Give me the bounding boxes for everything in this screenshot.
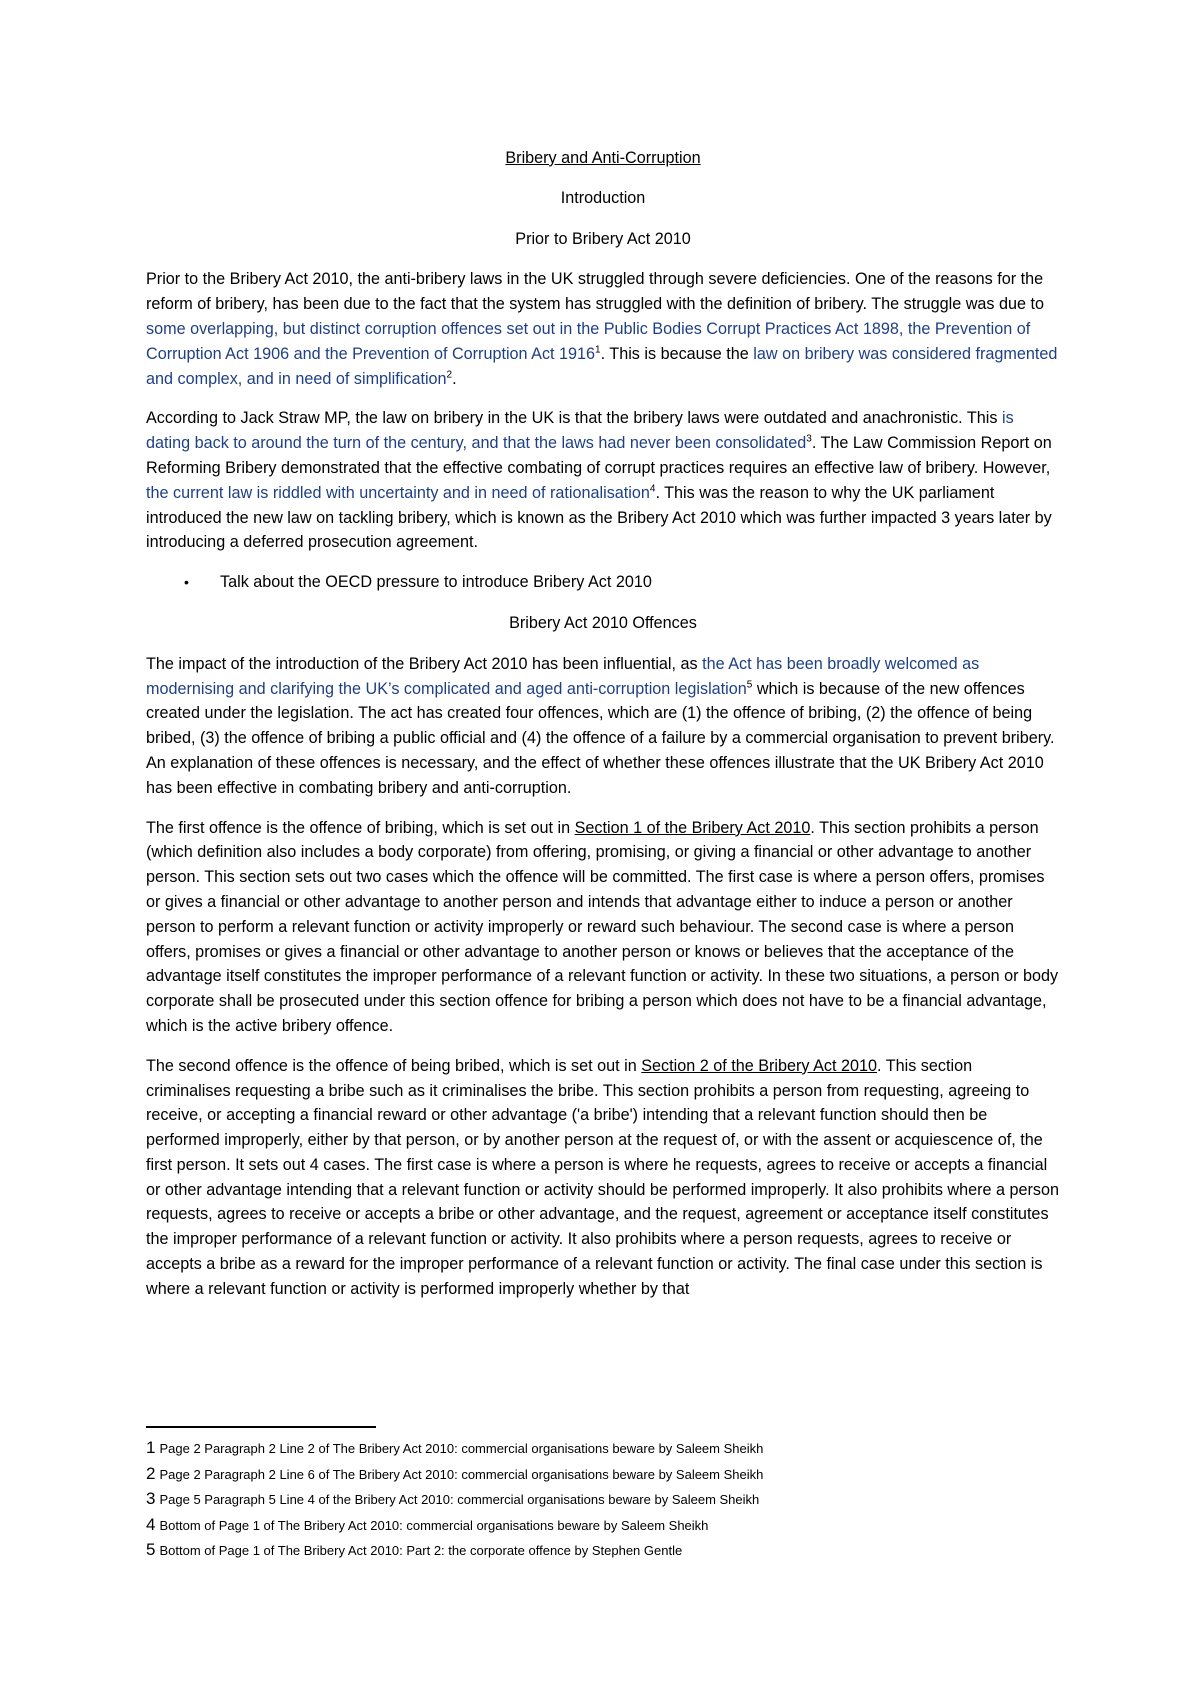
paragraph-text: . This was the reason to why the UK parliament introduced the new law on tackling bribery, which is known as the Bribery Act 2010 which was further impacted 3 years later by introducing a deferred prosecution agreement. xyxy=(146,483,1052,552)
footnote-separator xyxy=(146,1426,376,1428)
paragraph-text: which is because of the new offences created under the legislation. The act has created four offences, which are (1) the offence of bribing, (2) the offence of being bribed, (3) the offence of bribing a public official and (4) the offence of a failure by a commercial organisation to prevent bribery. An explanation of these offences is necessary, and the effect of whether these offences illustrate that the UK Bribery Act 2010 has been effective in combating bribery and anti-corruption. xyxy=(146,679,1055,797)
paragraph-text: The first offence is the offence of bribing, which is set out in xyxy=(146,818,575,837)
paragraph-jack-straw xyxy=(146,406,1060,555)
footnote-number: 5 xyxy=(146,1540,156,1559)
footnote-number: 4 xyxy=(146,1514,156,1534)
quoted-text: some overlapping, but distinct corruption offences set out in the Public Bodies Corrupt Practices Act 1898, the Prevention of Corruption Act 1906 and the Prevention of Corruption Act 1916 xyxy=(146,319,1031,363)
footnote-2 xyxy=(146,1462,1046,1488)
section-2-link[interactable]: Section 2 of the Bribery Act 2010 xyxy=(641,1056,878,1075)
footnote-ref[interactable]: 5 xyxy=(746,679,753,691)
paragraph-text: According to Jack Straw MP, the law on bribery in the UK is that the bribery laws were outdated and anachronistic. This xyxy=(146,409,1002,428)
footnote-text: Page 2 Paragraph 2 Line 2 of The Bribery Act 2010: commercial organisations beware by Saleem Sheikh xyxy=(159,1441,764,1456)
paragraph-text: The impact of the introduction of the Bribery Act 2010 has been influential, as xyxy=(146,654,703,673)
paragraph-text: . This section criminalises requesting a bribe such as it criminalises the bribe. This section prohibits a person from requesting, agreeing to receive, or accepting a financial reward or other advantage ('a bribe') intending that a relevant function should then be performed improperly, either by that person, or by another person at the request of, or with the assent or acquiescence of, the first person. It sets out 4 cases. The first case is where a person is where he requests, agrees to receive or accepts a financial or other advantage intending that a relevant function or activity should be performed improperly. It also prohibits where a person requests, agrees to receive or accepts a bribe or other advantage, and the request, agreement or acceptance itself constitutes the improper performance of a relevant function or activity. It also prohibits where a person requests, agrees to receive or accepts a bribe as a reward for the improper performance of a relevant function or activity. The final case under this section is where a relevant function or activity is performed improperly whether by that xyxy=(146,1056,1060,1298)
paragraph-impact xyxy=(146,652,1060,801)
footnote-3 xyxy=(146,1487,1046,1513)
footnote-number: 2 xyxy=(146,1463,156,1483)
quoted-text: is dating back to around the turn of the century, and that the laws had never been consolidated xyxy=(146,409,1014,453)
paragraph-text: . This section prohibits a person (which definition also includes a body corporate) from offering, promising, or giving a financial or other advantage to another person. This section sets out two cases which the offence will be committed. The first case is where a person offers, promises or gives a financial or other advantage to another person and intends that advantage either to induce a person or another person to perform a relevant function or activity improperly or reward such behaviour. The second case is where a person offers, promises or gives a financial or other advantage to another person or knows or believes that the acceptance of the advantage itself constitutes the improper performance of a relevant function or activity. In these two situations, a person or body corporate shall be prosecuted under this section offence for bribing a person which does not have to be a financial advantage, which is the active bribery offence. xyxy=(146,818,1059,1035)
footnote-text: Bottom of Page 1 of The Bribery Act 2010: commercial organisations beware by Saleem Sheikh xyxy=(159,1517,709,1533)
paragraph-text: . This is because the xyxy=(600,344,754,363)
footnote-ref[interactable]: 2 xyxy=(446,369,453,381)
quoted-text: the current law is riddled with uncertainty and in need of rationalisation xyxy=(146,483,650,502)
footnote-text: Bottom of Page 1 of The Bribery Act 2010: Part 2: the corporate offence by Stephen Gentle xyxy=(159,1543,683,1558)
paragraph-text: The second offence is the offence of being bribed, which is set out in xyxy=(146,1056,642,1075)
footnote-text: Page 5 Paragraph 5 Line 4 of the Bribery Act 2010: commercial organisations beware by Saleem Sheikh xyxy=(159,1492,760,1507)
footnote-4 xyxy=(146,1513,1046,1539)
paragraph-first-offence xyxy=(146,816,1060,1039)
paragraph-text: . The Law Commission Report on Reforming Bribery demonstrated that the effective combating of corrupt practices requires an effective law of bribery. However, xyxy=(146,434,1052,477)
section-1-link[interactable]: Section 1 of the Bribery Act 2010 xyxy=(574,818,811,837)
footnote-text: Page 2 Paragraph 2 Line 6 of The Bribery Act 2010: commercial organisations beware by Saleem Sheikh xyxy=(159,1466,764,1482)
heading-introduction: Introduction xyxy=(560,188,646,207)
paragraph-prior xyxy=(146,267,1060,391)
heading-prior-to-act: Prior to Bribery Act 2010 xyxy=(515,229,691,248)
footnote-ref[interactable]: 1 xyxy=(595,344,601,356)
footnote-5 xyxy=(146,1538,1046,1564)
footnote-ref[interactable]: 3 xyxy=(806,433,812,445)
footnote-number: 1 xyxy=(146,1438,156,1457)
footnote-number: 3 xyxy=(146,1489,156,1508)
bullet-item xyxy=(184,570,1060,595)
paragraph-second-offence xyxy=(146,1054,1060,1302)
footnote-ref[interactable]: 4 xyxy=(649,483,656,495)
footnote-1 xyxy=(146,1436,1046,1462)
paragraph-text: Prior to the Bribery Act 2010, the anti-bribery laws in the UK struggled through severe deficiencies. One of the reasons for the reform of bribery, has been due to the fact that the system has struggled with the definition of bribery. The struggle was due to xyxy=(146,270,1045,314)
bullet-text: Talk about the OECD pressure to introduce Bribery Act 2010 xyxy=(220,573,652,592)
quoted-text: the Act has been broadly welcomed as modernising and clarifying the UK’s complicated and aged anti-corruption legislation xyxy=(146,654,980,698)
document-title: Bribery and Anti-Corruption xyxy=(505,149,701,167)
heading-offences: Bribery Act 2010 Offences xyxy=(509,613,697,632)
quoted-text: law on bribery was considered fragmented and complex, and in need of simplification xyxy=(146,344,1058,388)
paragraph-text: . xyxy=(452,369,457,388)
footnotes xyxy=(146,1436,1046,1564)
bullet-icon: • xyxy=(184,574,189,591)
